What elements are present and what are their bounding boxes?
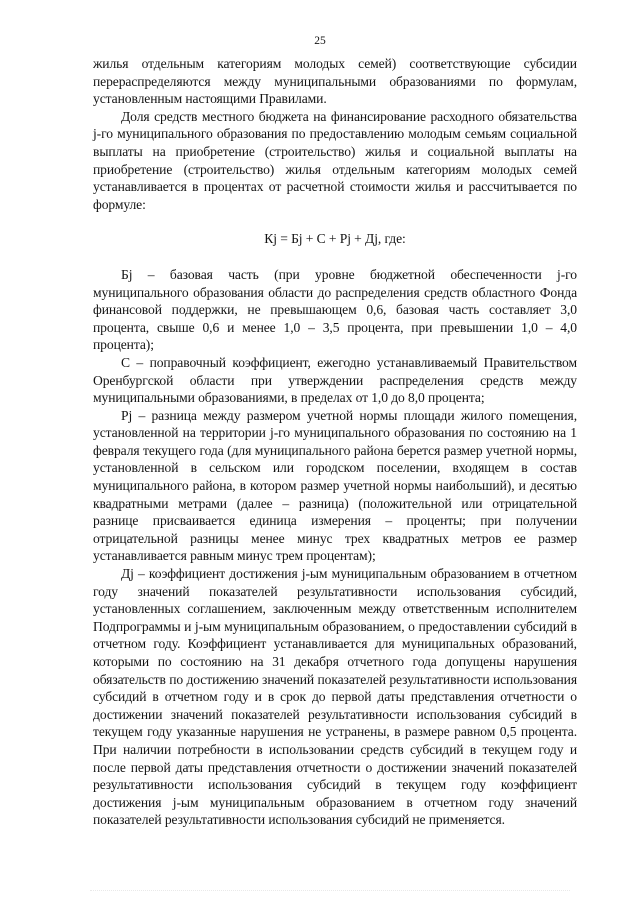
paragraph-continuation: жилья отдельным категориям молодых семей) соответствующие субсидии перераспределяются между муниципальными образованиями по формулам, установленным настоящими Правилами. — [93, 56, 577, 107]
paragraph-area-difference: Рj – разница между размером учетной нормы площади жилого помещения, установленной на территории j-го муниципального образования по состоянию на 1 февраля текущего года (для муниципального района берется размер учетной нормы, установленной в сельском или городском поселении, входящем в состав муниципального района, в котором размер учетной нормы наибольший), и десятью квадратными метрами (далее – разница) (положительной или отрицательной разнице присваивается единица измерения – проценты; при получении отрицательной разницы менее минус трех квадратных метров ее размер устанавливается равным минус трем процентам); — [93, 407, 577, 564]
paragraph-base-part: Бj – базовая часть (при уровне бюджетной обеспеченности j-го муниципального образования области до распределения средств областного Фонда финансовой поддержки, не превышающем 0,6, базовая часть составляет 3,0 процента, свыше 0,6 и менее 1,0 – 3,5 процента, при превышении 1,0 – 4,0 процента); — [93, 266, 577, 353]
formula: Кj = Бj + С + Рj + Дj, где: — [264, 231, 406, 247]
page-number: 25 — [314, 35, 326, 47]
document-body — [93, 55, 577, 829]
scan-artifact-line — [90, 890, 570, 893]
paragraph-achievement-coefficient: Дj – коэффициент достижения j-ым муниципальным образованием в отчетном году значений показателей результативности использования субсидий, установленных соглашением, заключенным между ответственным исполнителем Подпрограммы и j-ым муниципальным образованием, о предоставлении субсидий в отчетном году. Коэффициент устанавливается для муниципальных образований, которыми по состоянию на 31 декабря отчетного года допущены нарушения обязательств по достижению значений показателей результативности использования субсидий в отчетном году и в срок до первой даты представления отчетности о достижении значений показателей результативности использования субсидий в текущем году указанные нарушения не устранены, в размере равном 0,5 процента. При наличии потребности в использовании средств субсидий в текущем году и после первой даты представления отчетности о достижении значений показателей результативности использования субсидий в текущем году коэффициент достижения j-ым муниципальным образованием в отчетном году значений показателей результативности использования субсидий не применяется. — [93, 566, 577, 828]
paragraph-correction-coefficient: С – поправочный коэффициент, ежегодно устанавливаемый Правительством Оренбургской области при утверждении распределения средств между муниципальными образованиями, в пределах от 1,0 до 8,0 процента; — [93, 354, 577, 406]
paragraph-budget-share: Доля средств местного бюджета на финансирование расходного обязательства j-го муниципального образования по предоставлению молодым семьям социальной выплаты на приобретение (строительство) жилья и социальной выплаты на приобретение (строительство) жилья отдельным категориям молодых семей устанавливается в процентах от расчетной стоимости жилья и рассчитывается по формуле: — [93, 108, 577, 212]
